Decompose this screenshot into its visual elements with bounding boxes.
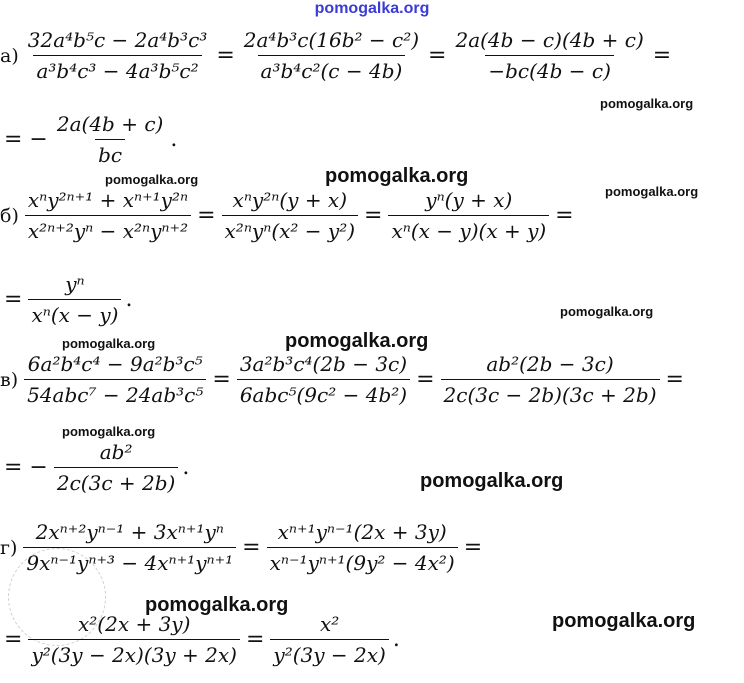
denominator: x²ⁿ⁺²yⁿ − x²ⁿyⁿ⁺² — [25, 215, 191, 243]
watermark-text: pomogalka.org — [605, 184, 699, 199]
numerator: ab²(2b − 3c) — [486, 352, 614, 376]
item-label: в) — [0, 368, 19, 391]
denominator: 54abc⁷ − 24ab³c⁵ — [24, 379, 206, 407]
fraction — [388, 188, 549, 243]
expression — [20, 352, 686, 407]
fraction — [54, 440, 178, 495]
item-label: а) — [0, 44, 19, 67]
terminal-period: . — [392, 627, 400, 652]
fraction — [452, 28, 646, 83]
fraction — [28, 272, 121, 327]
operator: = — [416, 367, 435, 392]
numerator: 32a⁴b⁵c − 2a⁴b³c³ — [27, 28, 208, 52]
equation-line — [0, 28, 673, 83]
watermark-text: pomogalka.org — [145, 594, 289, 616]
numerator: 3a²b³c⁴(2b − 3c) — [239, 352, 408, 376]
numerator: x² — [319, 612, 340, 636]
fraction — [441, 352, 660, 407]
equation-line — [0, 352, 686, 407]
numerator: 2a(4b − c)(4b + c) — [455, 28, 644, 52]
expression — [19, 520, 484, 575]
operator: = — [364, 203, 383, 228]
fraction — [24, 352, 206, 407]
numerator: 2a⁴b³c(16b² − c²) — [243, 28, 420, 52]
fraction — [28, 612, 240, 667]
equation-line — [0, 440, 189, 495]
operator: = — [216, 43, 235, 68]
operator: = — [212, 367, 231, 392]
operator: = — [652, 43, 672, 68]
fraction — [237, 352, 410, 407]
equation-line — [0, 188, 576, 243]
operator: = — [428, 43, 447, 68]
operator: = — [197, 203, 216, 228]
fraction — [25, 188, 191, 243]
expression — [21, 28, 673, 83]
watermark-text: pomogalka.org — [105, 172, 199, 187]
denominator: 6abc⁵(9c² − 4b²) — [237, 379, 410, 407]
watermark-text: pomogalka.org — [285, 330, 429, 352]
numerator: xⁿy²ⁿ(y + x) — [232, 188, 348, 212]
watermark-text: pomogalka.org — [600, 96, 694, 111]
watermark-text: pomogalka.org — [62, 336, 156, 351]
operator: = − — [4, 127, 48, 152]
watermark-text: pomogalka.org — [420, 470, 564, 492]
denominator: xⁿ⁻¹yⁿ⁺¹(9y² − 4x²) — [267, 547, 458, 575]
denominator: a³b⁴c³ − 4a³b⁵c² — [33, 55, 201, 83]
expression — [2, 272, 132, 327]
numerator: x²(2x + 3y) — [78, 612, 191, 636]
fraction — [23, 520, 236, 575]
equation-line — [0, 112, 177, 167]
item-label: г) — [0, 536, 18, 559]
operator: = — [242, 535, 261, 560]
denominator: xⁿ(x − y) — [28, 299, 121, 327]
expression — [2, 112, 177, 167]
numerator: yⁿ(y + x) — [425, 188, 513, 212]
numerator: 2xⁿ⁺²yⁿ⁻¹ + 3xⁿ⁺¹yⁿ — [35, 520, 224, 544]
fraction — [241, 28, 422, 83]
numerator: 6a²b⁴c⁴ − 9a²b³c⁵ — [27, 352, 203, 376]
operator: = — [245, 627, 265, 652]
numerator: yⁿ — [65, 272, 85, 296]
denominator: 2c(3c − 2b)(3c + 2b) — [441, 379, 660, 407]
denominator: y²(3y − 2x) — [270, 639, 388, 667]
terminal-period: . — [170, 127, 178, 152]
watermark-text: pomogalka.org — [325, 165, 469, 187]
numerator: xⁿ⁺¹yⁿ⁻¹(2x + 3y) — [277, 520, 447, 544]
operator: = — [4, 627, 23, 652]
watermark-text: pomogalka.org — [552, 610, 696, 632]
fraction — [270, 612, 388, 667]
equation-line — [0, 612, 400, 667]
denominator: y²(3y − 2x)(3y + 2x) — [28, 639, 240, 667]
denominator: 2c(3c + 2b) — [54, 467, 178, 495]
numerator: xⁿy²ⁿ⁺¹ + xⁿ⁺¹y²ⁿ — [27, 188, 189, 212]
top-watermark: pomogalka.org — [314, 0, 430, 17]
terminal-period: . — [182, 455, 190, 480]
fraction — [222, 188, 359, 243]
denominator: xⁿ(x − y)(x + y) — [388, 215, 549, 243]
terminal-period: . — [125, 287, 133, 312]
expression — [2, 612, 400, 667]
denominator: 9xⁿ⁻¹yⁿ⁺³ − 4xⁿ⁺¹yⁿ⁺¹ — [23, 547, 236, 575]
equation-line — [0, 272, 132, 327]
denominator: −bc(4b − c) — [485, 55, 614, 83]
watermark-text: pomogalka.org — [62, 424, 156, 439]
operator: = — [665, 367, 684, 392]
operator: = — [463, 535, 483, 560]
operator: = — [4, 287, 23, 312]
operator: = — [555, 203, 574, 228]
item-label: б) — [0, 204, 19, 227]
numerator: 2a(4b + c) — [56, 112, 164, 136]
equation-line — [0, 520, 484, 575]
fraction — [25, 28, 211, 83]
denominator: bc — [95, 139, 125, 167]
denominator: x²ⁿyⁿ(x² − y²) — [222, 215, 359, 243]
numerator: ab² — [99, 440, 133, 464]
watermark-text: pomogalka.org — [560, 304, 654, 319]
fraction — [54, 112, 166, 167]
expression — [21, 188, 576, 243]
denominator: a³b⁴c²(c − 4b) — [258, 55, 406, 83]
operator: = − — [4, 455, 48, 480]
fraction — [267, 520, 458, 575]
expression — [2, 440, 189, 495]
